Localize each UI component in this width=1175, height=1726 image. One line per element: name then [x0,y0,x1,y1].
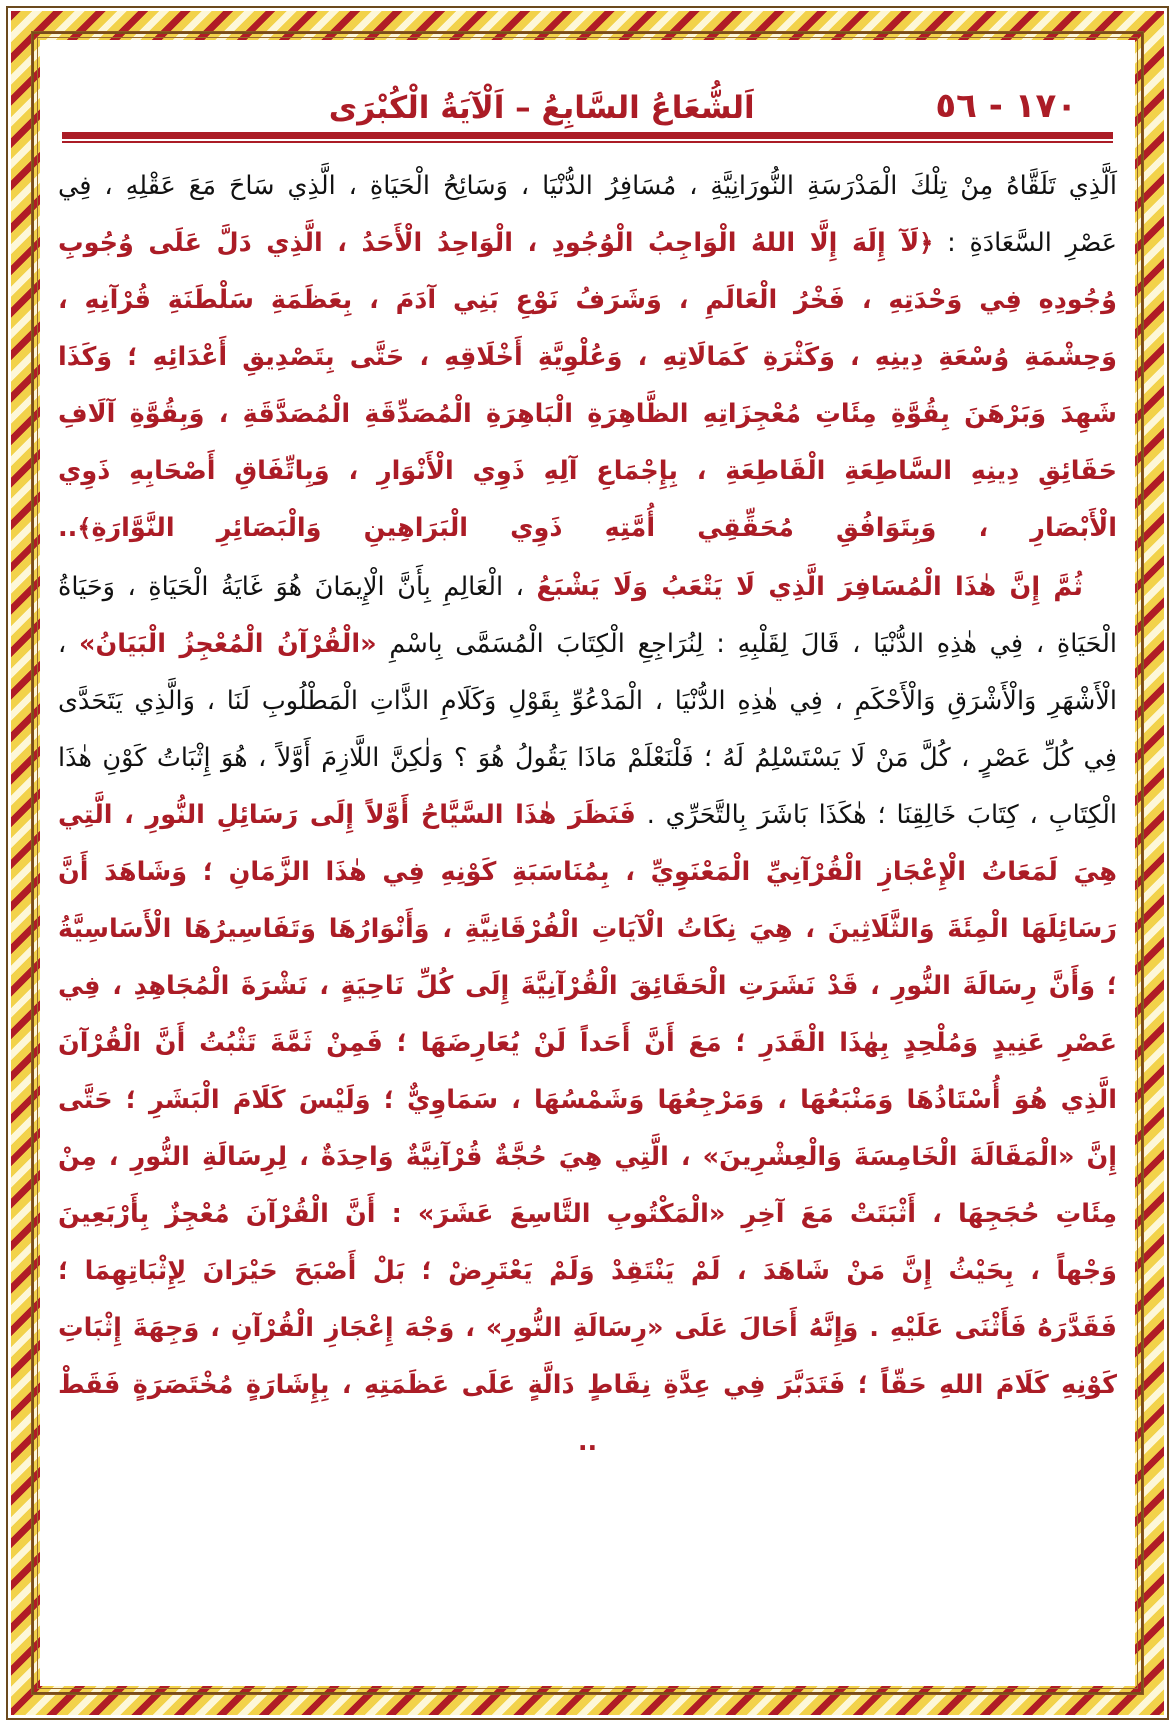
header-divider [62,132,1113,144]
quote-close-ornament: ﴾ [77,514,92,542]
para1-trailing-dots: .. [58,513,78,543]
quote-open-ornament: ﴿ [919,229,934,257]
header-divider-thin [62,141,1113,143]
header-divider-thick [62,132,1113,139]
page-body [40,144,1135,1471]
page-title: اَلشُّعَاعُ السَّابِعُ – اَلْآيَةُ الْكُبْرَى [328,90,755,126]
para2-book-title: «الْقُرْآنُ الْمُعْجِزُ الْبَيَانُ» [79,629,377,659]
para2-segment-red-one: ثُمَّ إِنَّ هٰذَا الْمُسَافِرَ الَّذِي لَا يَتْعَبُ وَلَا يَشْبَعُ [536,572,1083,602]
page-content-area [40,40,1135,1686]
para2-segment-black-two: ، الْأَشْهَرِ وَالْأَشْرَقِ وَالْأَحْكَمِ ، فِي هٰذِهِ الدُّنْيَا ، الْمَدْعُوِّ بِقَوْلِ وَكَلَامِ الذَّاتِ الْمَطْلُوبِ لَنَا ، وَالَّذِي يَتَحَدَّى فِي كُلِّ عَصْرٍ ، كُلَّ مَنْ لَا يَسْتَسْلِمُ لَهُ ؛ فَلْنَعْلَمْ مَاذَا يَقُولُ هُوَ ؟ وَلٰكِنَّ اللَّازِمَ أَوَّلاً ، هُوَ إِثْبَاتُ كَوْنِ هٰذَا الْكِتَابِ ، كِتَابَ خَالِقِنَا ؛ هٰكَذَا بَاشَرَ بِالتَّحَرِّي . [58,629,1118,830]
paragraph-one [58,158,1117,557]
para2-segment-black-one: ، الْعَالِمِ بِأَنَّ الْإِيمَانَ هُوَ غَايَةُ الْحَيَاةِ ، وَحَيَاةُ الْحَيَاةِ ، فِي هٰذِهِ الدُّنْيَا ، قَالَ لِقَلْبِهِ : لِنُرَاجِعِ الْكِتَابَ الْمُسَمَّى بِاسْمِ [58,572,1117,659]
para1-lead-text: اَلَّذِي تَلَقَّاهُ مِنْ تِلْكَ الْمَدْرَسَةِ النُّورَانِيَّةِ ، مُسَافِرُ الدُّنْيَا ، وَسَائِحُ الْحَيَاةِ ، الَّذِي سَاحَ مَعَ عَقْلِهِ ، فِي عَصْرِ السَّعَادَةِ : [58,171,1117,258]
paragraph-two [58,559,1117,1471]
para1-quoted-red-text: لَآ إِلَهَ إِلَّا اللهُ الْوَاجِبُ الْوُجُودِ ، الْوَاحِدُ الْأَحَدُ ، الَّذِي دَلَّ عَلَى وُجُوبِ وُجُودِهِ فِي وَحْدَتِهِ ، فَخْرُ الْعَالَمِ ، وَشَرَفُ نَوْعِ بَنِي آدَمَ ، بِعَظَمَةِ سَلْطَنَةِ قُرْآنِهِ ، وَحِشْمَةِ وُسْعَةِ دِينِهِ ، وَكَثْرَةِ كَمَالَاتِهِ ، وَعُلْوِيَّةِ أَخْلَاقِهِ ، حَتَّى بِتَصْدِيقِ أَعْدَائِهِ ؛ وَكَذَا شَهِدَ وَبَرْهَنَ بِقُوَّةِ مِئَاتِ مُعْجِزَاتِهِ الظَّاهِرَةِ الْبَاهِرَةِ الْمُصَدِّقَةِ الْمُصَدَّقَةِ ، وَبِقُوَّةِ آلَافِ حَقَائِقِ دِينِهِ السَّاطِعَةِ الْقَاطِعَةِ ، بِإِجْمَاعِ آلِهِ ذَوِي الْأَنْوَارِ ، وَبِاتِّفَاقِ أَصْحَابِهِ ذَوِي الْأَبْصَارِ ، وَبِتَوَافُقِ مُحَقِّقِي أُمَّتِهِ ذَوِي الْبَرَاهِينِ وَالْبَصَائِرِ النَّوَّارَةِ [58,228,1117,543]
page-header [40,40,1135,126]
page-number: ١٧٠ - ٥٦ [935,86,1077,126]
para2-segment-red-two: فَنَظَرَ هٰذَا السَّيَّاحُ أَوَّلاً إِلَى رَسَائِلِ النُّورِ ، الَّتِي هِيَ لَمَعَاتُ الْإِعْجَازِ الْقُرْآنِيِّ الْمَعْنَوِيِّ ، بِمُنَاسَبَةِ كَوْنِهِ فِي هٰذَا الزَّمَانِ ؛ وَشَاهَدَ أَنَّ رَسَائِلَهَا الْمِئَةَ وَالثَّلَاثِينَ ، هِيَ نِكَاتُ الْآيَاتِ الْفُرْقَانِيَّةِ ، وَأَنْوَارُهَا وَتَفَاسِيرُهَا الْأَسَاسِيَّةُ ؛ وَأَنَّ رِسَالَةَ النُّورِ ، قَدْ نَشَرَتِ الْحَقَائِقَ الْقُرْآنِيَّةَ إِلَى كُلِّ نَاحِيَةٍ ، نَشْرَةَ الْمُجَاهِدِ ، فِي عَصْرِ عَنِيدٍ وَمُلْحِدٍ بِهٰذَا الْقَدَرِ ؛ مَعَ أَنَّ أَحَداً لَنْ يُعَارِضَهَا ؛ فَمِنْ ثَمَّةَ تَثْبُتُ أَنَّ الْقُرْآنَ الَّذِي هُوَ أُسْتَاذُهَا وَمَنْبَعُهَا ، وَمَرْجِعُهَا وَشَمْسُهَا ، سَمَاوِيٌّ ؛ وَلَيْسَ كَلَامَ الْبَشَرِ ؛ حَتَّى إِنَّ «الْمَقَالَةَ الْخَامِسَةَ وَالْعِشْرِينَ» ، الَّتِي هِيَ حُجَّةٌ قُرْآنِيَّةٌ وَاحِدَةٌ ، لِرِسَالَةِ النُّورِ ، مِنْ مِئَاتِ حُجَجِهَا ، أَثْبَتَتْ مَعَ آخِرِ «الْمَكْتُوبِ التَّاسِعَ عَشَرَ» : أَنَّ الْقُرْآنَ مُعْجِزٌ بِأَرْبَعِينَ وَجْهاً ، بِحَيْثُ إِنَّ مَنْ شَاهَدَ ، لَمْ يَنْتَقِدْ وَلَمْ يَعْتَرِضْ ؛ بَلْ أَصْبَحَ حَيْرَانَ لِإِثْبَاتِهِمَا ؛ فَقَدَّرَهُ فَأَثْنَى عَلَيْهِ . وَإِنَّهُ أَحَالَ عَلَى «رِسَالَةِ النُّورِ» ، وَجْهَ إِعْجَازِ الْقُرْآنِ ، وَجِهَةَ إِثْبَاتِ كَوْنِهِ كَلَامَ اللهِ حَقّاً ؛ فَتَدَبَّرَ فِي عِدَّةِ نِقَاطٍ دَالَّةٍ عَلَى عَظَمَتِهِ ، بِإِشَارَةٍ مُخْتَصَرَةٍ فَقَطْ .. [58,800,1117,1457]
